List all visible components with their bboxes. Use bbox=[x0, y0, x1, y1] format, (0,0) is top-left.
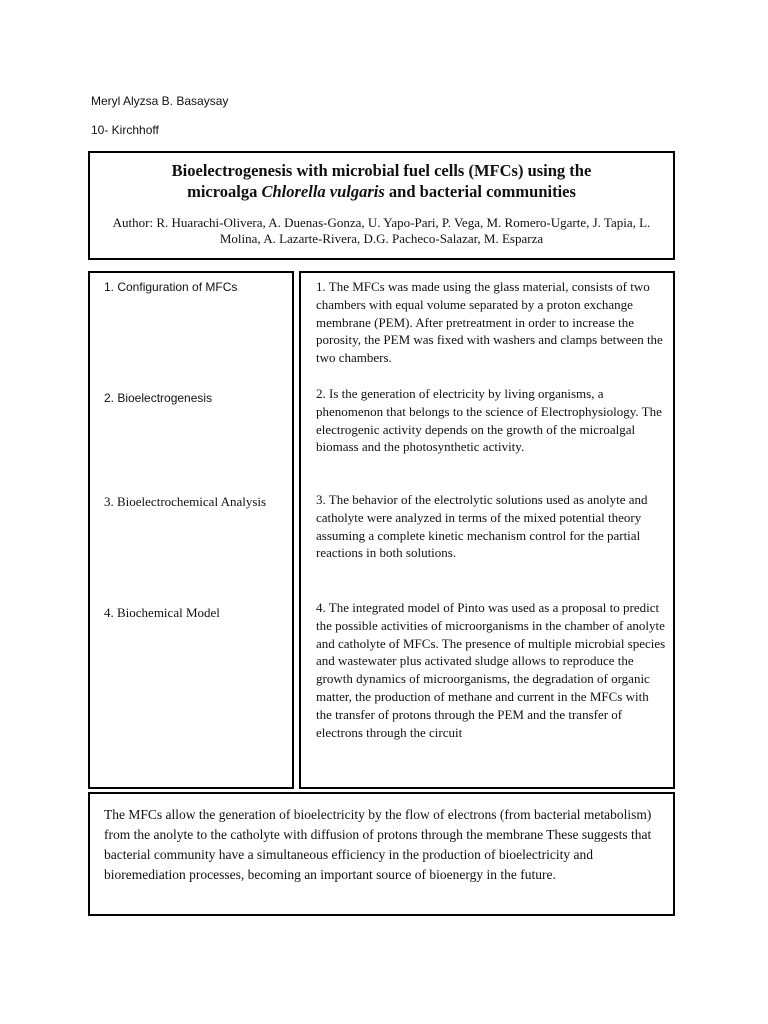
title-box bbox=[88, 151, 675, 260]
topic-description-1: 1. The MFCs was made using the glass material, consists of two chambers with equal volume separated by a proton exchange membrane (PEM). After pretreatment in order to increase the porosity, the PEM was fixed with washers and clamps between the two chambers. bbox=[316, 279, 663, 366]
topic-label-2: 2. Bioelectrogenesis bbox=[104, 391, 213, 405]
class-section: 10- Kirchhoff bbox=[91, 123, 159, 137]
topics-column bbox=[88, 271, 294, 789]
topic-description-2: 2. Is the generation of electricity by living organisms, a phenomenon that belongs to the science of Electrophysiology. The electrogenic activity depends on the growth of the microalgal biomass and the photosynthetic activity. bbox=[316, 386, 662, 455]
title-species: Chlorella vulgaris bbox=[261, 182, 385, 201]
topic-label-4: 4. Biochemical Model bbox=[104, 605, 220, 620]
student-name: Meryl Alyzsa B. Basaysay bbox=[91, 94, 229, 108]
topic-description-4: 4. The integrated model of Pinto was used as a proposal to predict the possible activities of microorganisms in the chamber of anolyte and catholyte of MFCs. The presence of multiple microbial species and wastewater plus activated sludge allows to reproduce the growth dynamics of microorganisms, the degradation of organic matter, the production of methane and current in the MFCs with the transfer of protons through the PEM and the transfer of electrons through the circuit bbox=[316, 600, 666, 740]
title-line-1: Bioelectrogenesis with microbial fuel cells (MFCs) using the bbox=[171, 161, 592, 180]
topic-label-1: 1. Configuration of MFCs bbox=[104, 280, 238, 294]
topic-label-3: 3. Bioelectrochemical Analysis bbox=[104, 494, 267, 509]
topic-description-3: 3. The behavior of the electrolytic solutions used as anolyte and catholyte were analyzed in terms of the mixed potential theory assuming a complete kinetic mechanism control for the partial reactions in both solutions. bbox=[316, 492, 648, 561]
descriptions-column bbox=[299, 271, 675, 789]
title-suffix: and bacterial communities bbox=[384, 182, 576, 201]
summary-text: The MFCs allow the generation of bioelectricity by the flow of electrons (from bacterial metabolism) from the anolyte to the catholyte with diffusion of protons through the membrane These suggests that bacterial community have a simultaneous efficiency in the production of bioelectricity and bioremediation processes, becoming an important source of bioenergy in the future. bbox=[104, 807, 652, 882]
summary-box bbox=[88, 792, 675, 916]
paper-title bbox=[90, 160, 673, 202]
title-prefix: microalga bbox=[187, 182, 262, 201]
paper-authors: Author: R. Huarachi-Olivera, A. Duenas-Gonza, U. Yapo-Pari, P. Vega, M. Romero-Ugarte, J. Tapia, L. Molina, A. Lazarte-Rivera, D.G. Pacheco-Salazar, M. Esparza bbox=[112, 215, 651, 246]
